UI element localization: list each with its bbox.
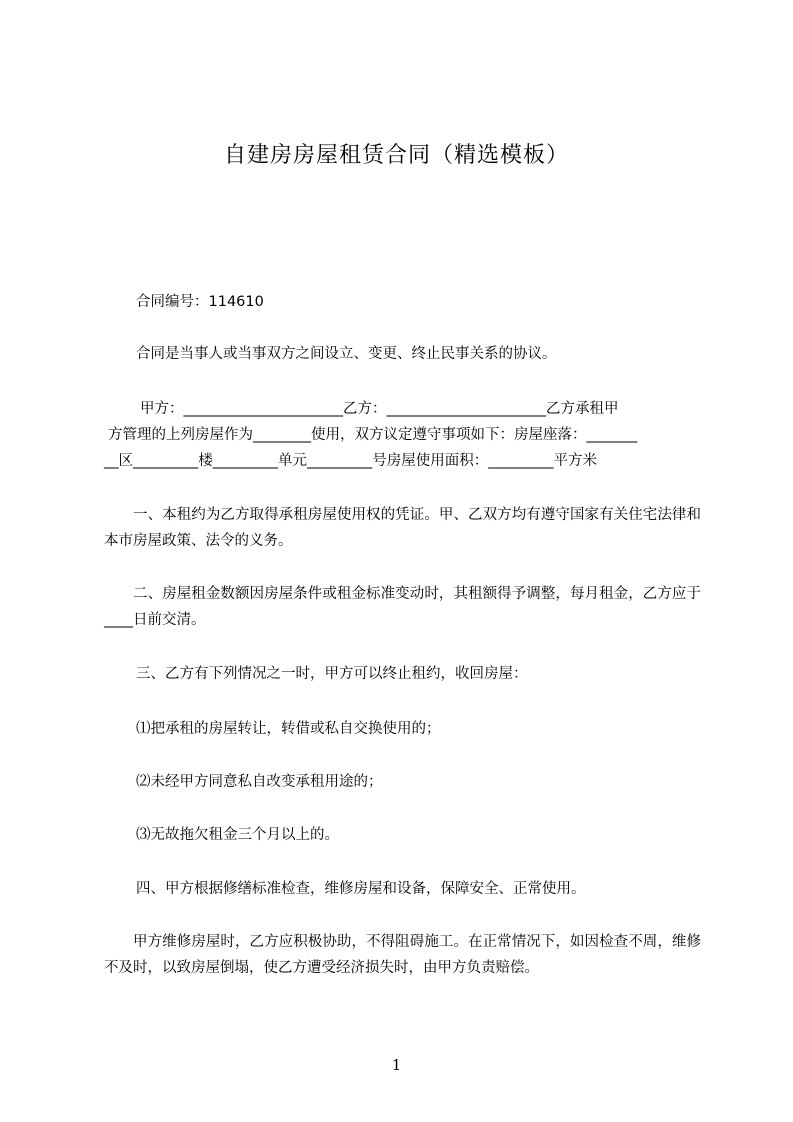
clause-4: 四、甲方根据修缮标准检查，维修房屋和设备，保障安全、正常使用。 [136, 881, 586, 897]
clause-4-detail: 甲方维修房屋时，乙方应积极协助，不得阻碍施工。在正常情况下，如因检查不周，维修不及时，以致房屋倒塌，使乙方遭受经济损失时，由甲方负责赔偿。 [104, 934, 701, 976]
page-number: 1 [391, 1056, 402, 1074]
clause-2: 二、房屋租金数额因房屋条件或租金标准变动时，其租额得予调整，每月租金，乙方应于____日前交清。 [104, 586, 701, 628]
clause-3-item-3: ⑶无故拖欠租金三个月以上的。 [136, 827, 339, 843]
parties-line-3: __区_________楼_________单元_________号房屋使用面积：_________平方米 [104, 453, 597, 469]
clause-3: 三、乙方有下列情况之一时，甲方可以终止租约，收回房屋： [136, 666, 528, 682]
parties-line-1: 甲方：______________________乙方：______________________乙方承租甲 [140, 401, 619, 417]
document-title: 自建房房屋租赁合同（精选模板） [223, 143, 569, 168]
clause-1: 一、本租约为乙方取得承租房屋使用权的凭证。甲、乙双方均有遵守国家有关住宅法律和本市房屋政策、法令的义务。 [104, 507, 701, 549]
parties-line-2: 方管理的上列房屋作为________使用，双方议定遵守事项如下：房屋座落：_______ [108, 427, 638, 443]
clause-3-item-1: ⑴把承租的房屋转让，转借或私自交换使用的； [136, 721, 441, 737]
intro-paragraph: 合同是当事人或当事双方之间设立、变更、终止民事关系的协议。 [136, 346, 557, 362]
contract-number: 合同编号：114610 [136, 294, 264, 310]
clause-3-item-2: ⑵未经甲方同意私自改变承租用途的； [136, 774, 383, 790]
